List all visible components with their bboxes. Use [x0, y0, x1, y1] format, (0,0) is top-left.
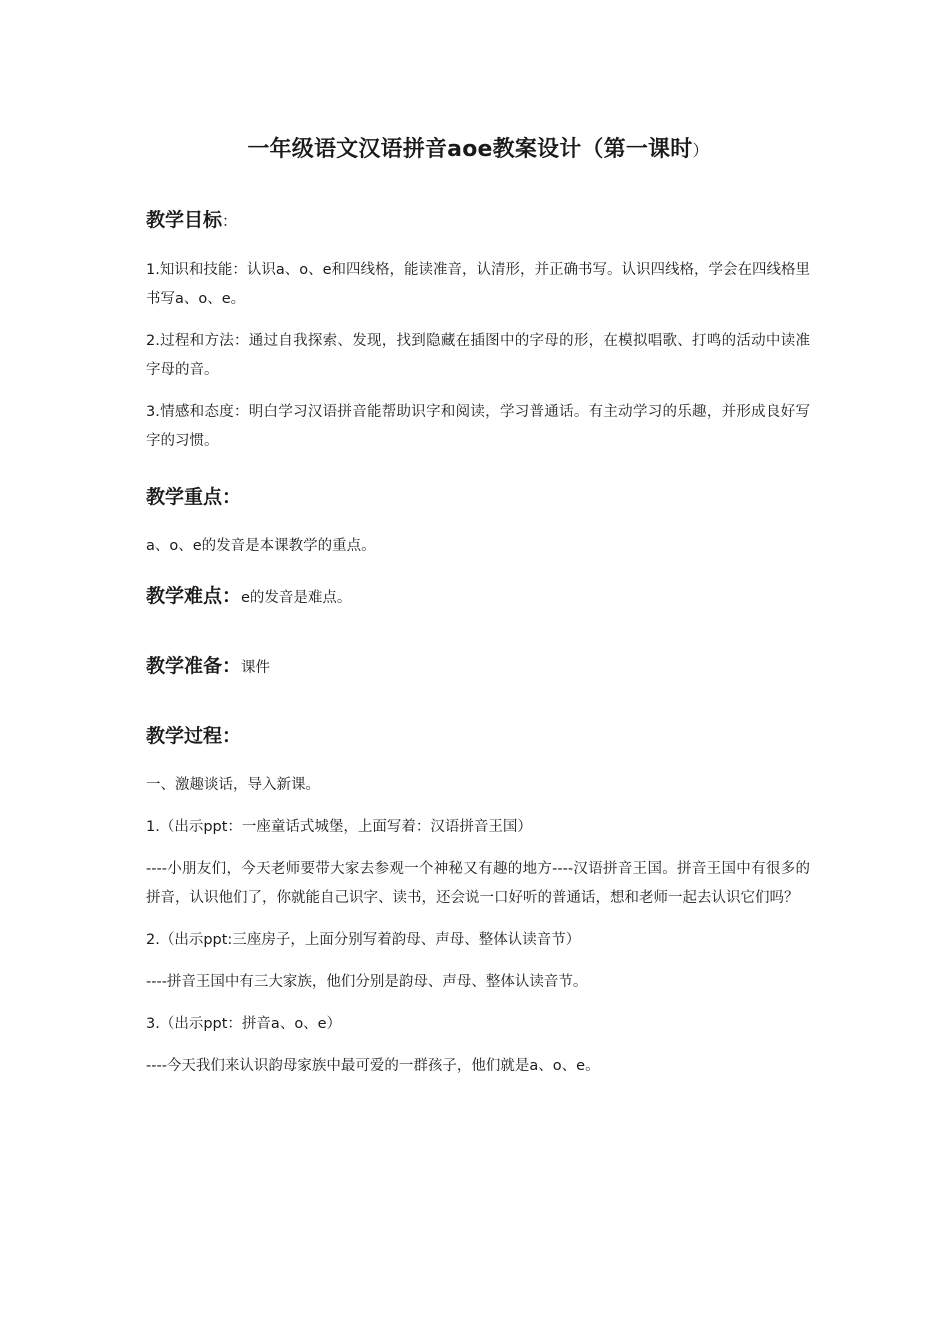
- preparation-heading: [146, 651, 810, 683]
- process-item-1: 1.（出示ppt：一座童话式城堡，上面写着：汉语拼音王国）: [146, 819, 532, 835]
- difficulty-heading: [146, 581, 810, 613]
- difficulty-heading-text: 教学难点：: [146, 585, 242, 607]
- document-content: [146, 130, 810, 1081]
- goals-heading-text: 教学目标: [146, 209, 223, 231]
- goal-item-knowledge: 1.知识和技能：认识a、o、e和四线格，能读准音，认清形，并正确书写。认识四线格，学会在四线格里书写a、o、e。: [146, 262, 811, 307]
- process-item-intro: 一、激趣谈话，导入新课。: [146, 777, 320, 793]
- process-item-3: 3.（出示ppt：拼音a、o、e）: [146, 1016, 342, 1032]
- key-points-heading: 教学重点：: [146, 486, 242, 508]
- process-heading: 教学过程：: [146, 725, 242, 747]
- preparation-heading-text: 教学准备：: [146, 655, 242, 677]
- document-title: [146, 130, 810, 171]
- goals-heading: [146, 205, 810, 236]
- process-item-2: 2.（出示ppt:三座房子，上面分别写着韵母、声母、整体认读音节）: [146, 932, 581, 948]
- goals-heading-colon: ：: [222, 212, 238, 230]
- goal-item-attitude: 3.情感和态度：明白学习汉语拼音能帮助识字和阅读，学习普通话。有主动学习的乐趣，并形成良好写字的习惯。: [146, 404, 810, 449]
- process-item-2-text: ----拼音王国中有三大家族，他们分别是韵母、声母、整体认读音节。: [146, 974, 588, 990]
- difficulty-text: e的发音是难点。: [241, 590, 352, 606]
- goal-item-process: 2.过程和方法：通过自我探索、发现，找到隐藏在插图中的字母的形，在模拟唱歌、打鸣的活动中读准字母的音。: [146, 333, 810, 378]
- document-title-close: ）: [692, 141, 709, 160]
- process-item-3-text: ----今天我们来认识韵母家族中最可爱的一群孩子，他们就是a、o、e。: [146, 1058, 600, 1074]
- preparation-text: 课件: [241, 660, 271, 676]
- key-points-text: a、o、e的发音是本课教学的重点。: [146, 538, 376, 554]
- process-item-1-text: ----小朋友们，今天老师要带大家去参观一个神秘又有趣的地方----汉语拼音王国。拼音王国中有很多的拼音，认识他们了，你就能自己识字、读书，还会说一口好听的普通话，想和老师一起去认识它们吗？: [146, 861, 810, 906]
- document-title-text: 一年级语文汉语拼音aoe教案设计（第一课时: [247, 137, 693, 162]
